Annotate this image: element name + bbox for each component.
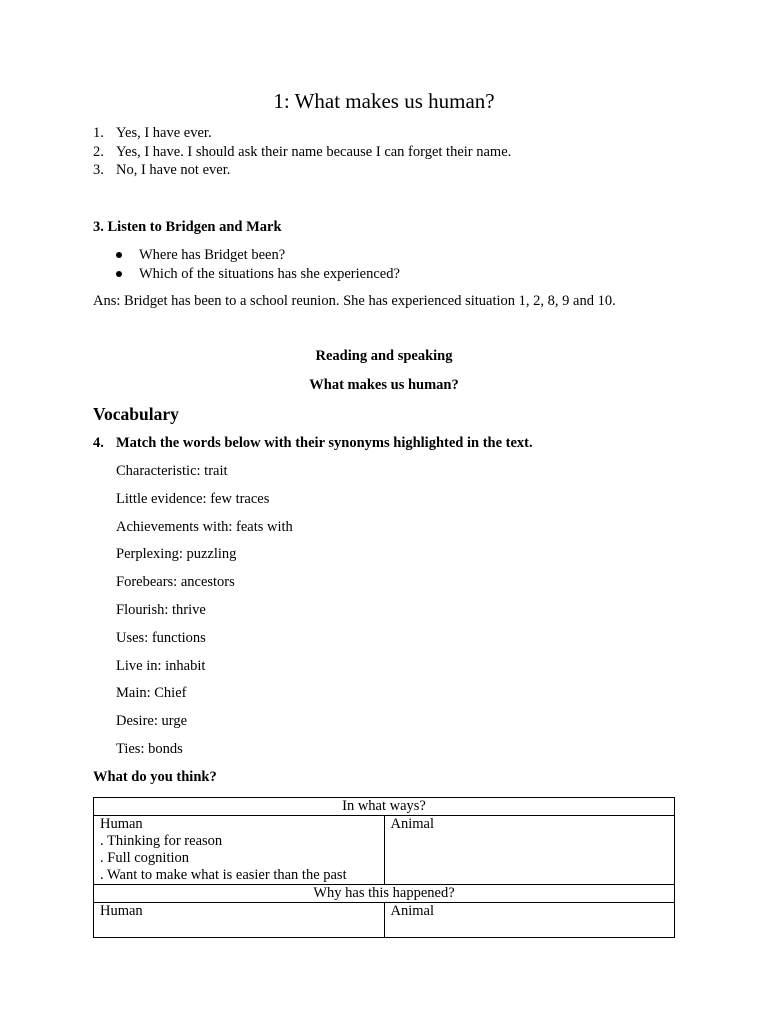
vocabulary-list bbox=[116, 462, 293, 768]
vocab-item: Characteristic: trait bbox=[116, 463, 228, 479]
cell-point: . Full cognition bbox=[100, 850, 190, 866]
vocab-item: Uses: functions bbox=[116, 629, 206, 646]
vocab-item: Little evidence: few traces bbox=[116, 490, 270, 507]
bullet-text: Which of the situations has she experienced? bbox=[139, 265, 400, 282]
bullet-item bbox=[116, 246, 400, 265]
table-header-why: Why has this happened? bbox=[94, 885, 675, 903]
page-title: 1: What makes us human? bbox=[273, 89, 495, 113]
vocabulary-question bbox=[93, 434, 533, 452]
table-cell-animal bbox=[384, 816, 675, 885]
cell-point: . Thinking for reason bbox=[100, 833, 223, 849]
cell-label: Human bbox=[100, 903, 143, 919]
bullet-text: Where has Bridget been? bbox=[139, 247, 286, 263]
listen-answer: Ans: Bridget has been to a school reunion. She has experienced situation 1, 2, 8, 9 and 10. bbox=[93, 293, 616, 309]
vocab-item: Forebears: ancestors bbox=[116, 574, 235, 591]
vocab-item: Flourish: thrive bbox=[116, 601, 206, 618]
cell-label: Human bbox=[100, 816, 143, 832]
table-cell-human bbox=[94, 903, 385, 938]
cell-point: . Want to make what is easier than the past bbox=[100, 867, 347, 883]
table-header-ways: In what ways? bbox=[94, 798, 675, 816]
list-item bbox=[93, 161, 511, 180]
reading-heading: Reading and speaking bbox=[315, 348, 453, 364]
list-number: 3. bbox=[93, 162, 104, 178]
vocab-item: Desire: urge bbox=[116, 713, 187, 730]
list-item bbox=[93, 124, 511, 143]
comparison-table bbox=[93, 797, 675, 938]
cell-label: Animal bbox=[390, 903, 434, 919]
think-heading: What do you think? bbox=[93, 769, 217, 785]
list-number: 1. bbox=[93, 125, 104, 141]
table-row bbox=[94, 816, 675, 885]
table-cell-human bbox=[94, 816, 385, 885]
answer-list bbox=[93, 124, 511, 180]
vocab-item: Main: Chief bbox=[116, 685, 187, 702]
list-item bbox=[93, 143, 511, 162]
table-row bbox=[94, 903, 675, 938]
cell-label: Animal bbox=[390, 816, 434, 832]
bullet-item bbox=[116, 265, 400, 284]
list-text: Yes, I have ever. bbox=[116, 125, 212, 141]
table-row bbox=[94, 798, 675, 816]
bullet-icon bbox=[116, 252, 122, 258]
vocab-item: Achievements with: feats with bbox=[116, 518, 293, 535]
vocabulary-heading: Vocabulary bbox=[93, 404, 179, 424]
list-number: 2. bbox=[93, 143, 104, 160]
list-text: Yes, I have. I should ask their name because I can forget their name. bbox=[116, 143, 512, 160]
listen-heading: 3. Listen to Bridgen and Mark bbox=[93, 219, 282, 235]
reading-subheading: What makes us human? bbox=[309, 377, 459, 393]
vocab-item: Ties: bonds bbox=[116, 740, 183, 757]
table-row bbox=[94, 885, 675, 903]
question-number: 4. bbox=[93, 435, 104, 451]
vocab-item: Live in: inhabit bbox=[116, 657, 206, 674]
table-cell-animal bbox=[384, 903, 675, 938]
question-text: Match the words below with their synonyms highlighted in the text. bbox=[116, 435, 533, 451]
listen-bullets bbox=[116, 246, 400, 283]
list-text: No, I have not ever. bbox=[116, 162, 231, 178]
bullet-icon bbox=[116, 271, 122, 277]
vocab-item: Perplexing: puzzling bbox=[116, 546, 237, 563]
